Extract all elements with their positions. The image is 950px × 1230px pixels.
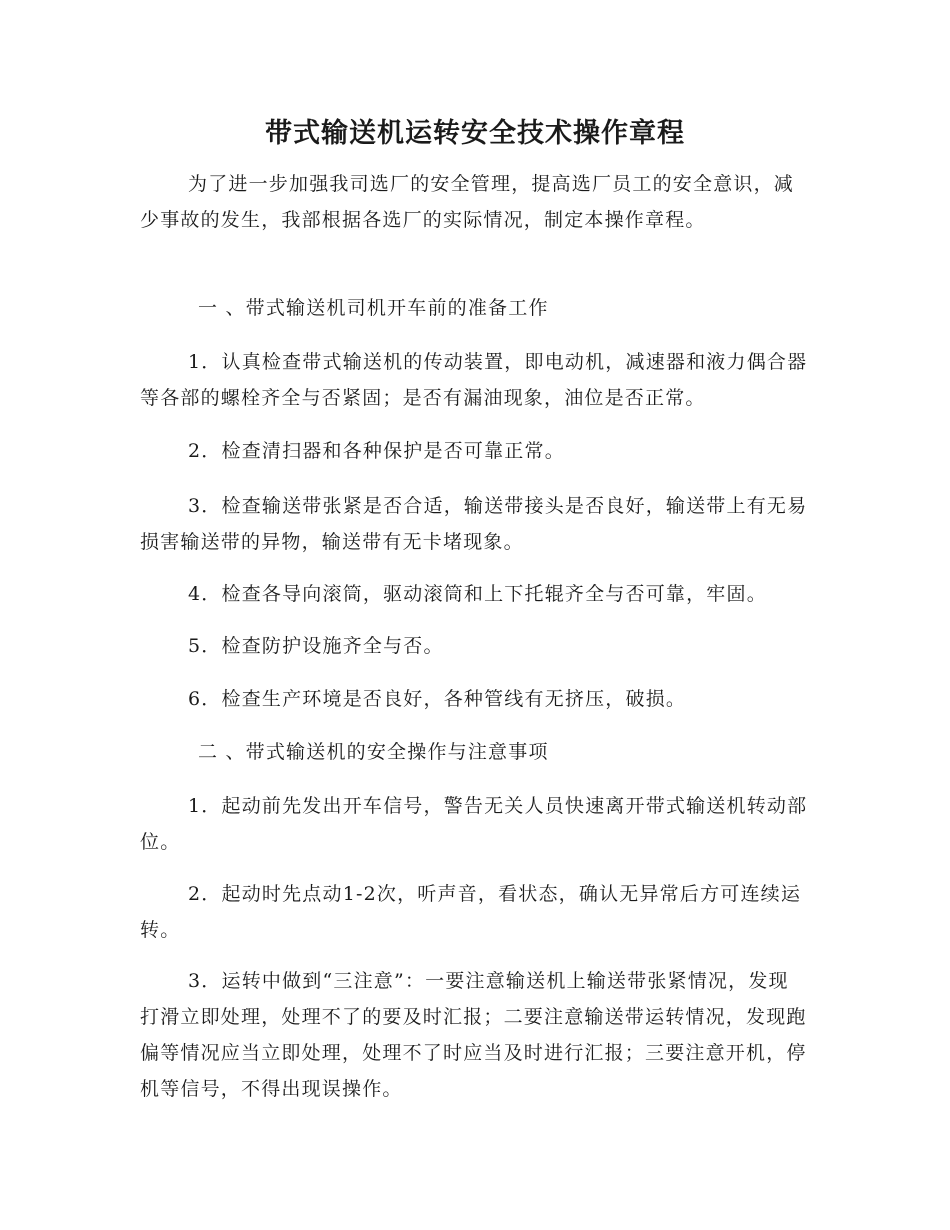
section-2-item-3: 3．运转中做到“三注意”：一要注意输送机上输送带张紧情况，发现打滑立即处理，处理不了的要及时汇报；二要注意输送带运转情况，发现跑偏等情况应当立即处理，处理不了时应当及时进行汇报；三要注意开机，停机等信号，不得出现误操作。: [140, 970, 807, 1100]
section-1-item-2: 2．检查清扫器和各种保护是否可靠正常。: [188, 440, 565, 462]
section-2-item-1: 1．起动前先发出开车信号，警告无关人员快速离开带式输送机转动部位。: [140, 795, 808, 853]
section-1-item-3: 3．检查输送带张紧是否合适，输送带接头是否良好，输送带上有无易损害输送带的异物，输送带有无卡堵现象。: [140, 495, 808, 553]
section-2-item-2: 2．起动时先点动1-2次，听声音，看状态，确认无异常后方可连续运转。: [140, 883, 802, 941]
section-1-item-4: 4．检查各导向滚筒，驱动滚筒和上下托辊齐全与否可靠，牢固。: [188, 583, 767, 605]
document-title: 带式输送机运转安全技术操作章程: [265, 118, 685, 149]
intro-paragraph: 为了进一步加强我司选厂的安全管理，提高选厂员工的安全意识，减少事故的发生，我部根据各选厂的实际情况，制定本操作章程。: [140, 173, 795, 231]
section-heading-1: 一 、带式输送机司机开车前的准备工作: [198, 297, 549, 319]
section-1-item-5: 5．检查防护设施齐全与否。: [188, 635, 444, 657]
section-heading-2: 二 、带式输送机的安全操作与注意事项: [198, 741, 549, 763]
section-1-item-1: 1．认真检查带式输送机的传动装置，即电动机，减速器和液力偶合器等各部的螺栓齐全与否紧固；是否有漏油现象，油位是否正常。: [140, 351, 808, 409]
section-1-item-6: 6．检查生产环境是否良好，各种管线有无挤压，破损。: [188, 688, 687, 710]
